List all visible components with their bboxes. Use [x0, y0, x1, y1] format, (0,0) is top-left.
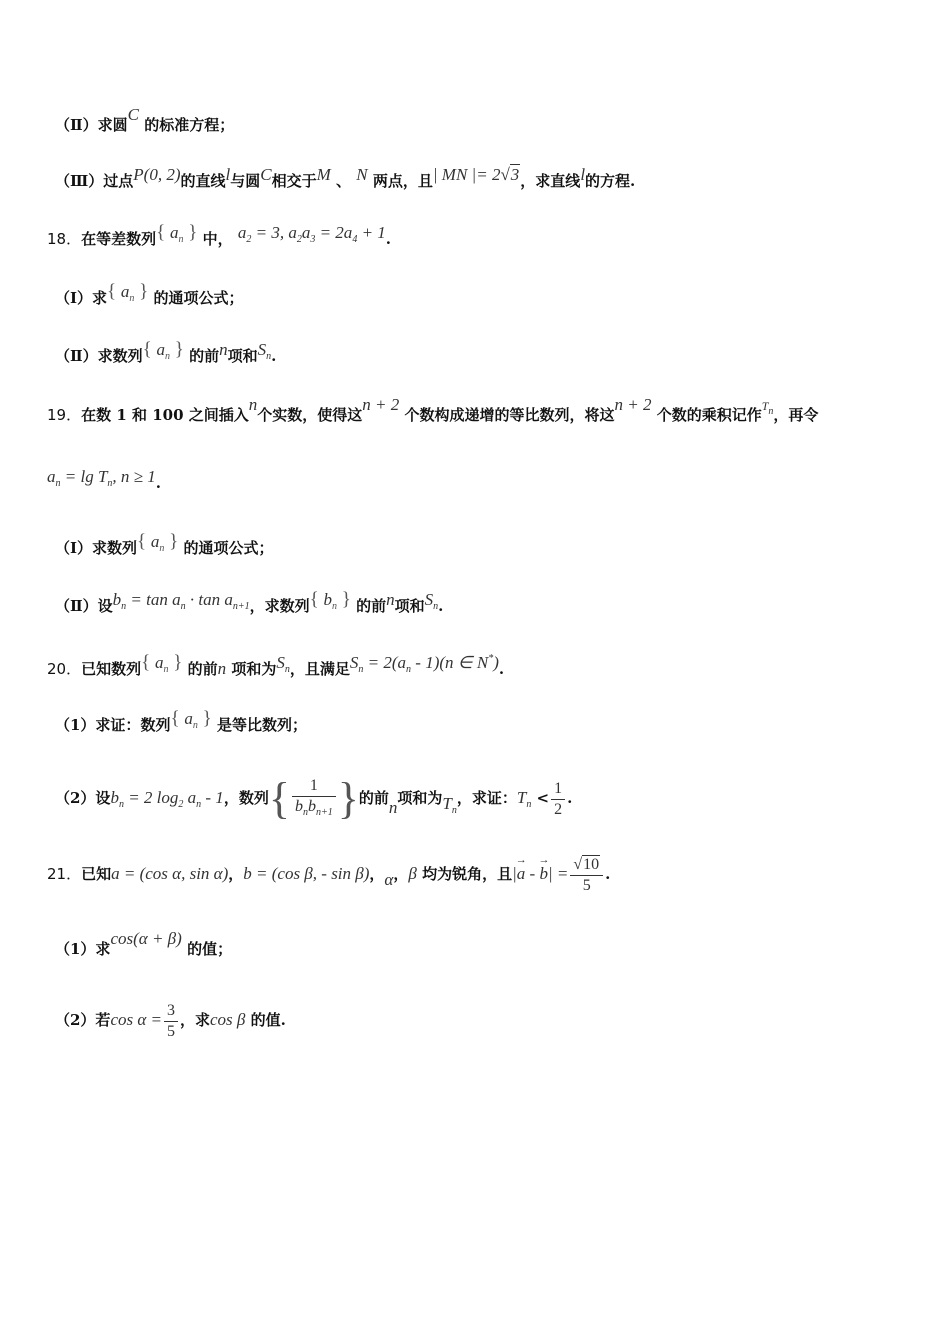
- m: a: [150, 532, 160, 551]
- text: .: [155, 474, 161, 492]
- text: 的方程.: [585, 172, 636, 190]
- math-MN: | MN |= 2√3: [432, 165, 520, 184]
- question-number: 18．: [47, 230, 82, 248]
- q18-part1: [55, 281, 920, 316]
- text: ，: [369, 865, 385, 883]
- m: = 2: [367, 653, 392, 672]
- denominator: [292, 797, 336, 823]
- m: = tan a: [130, 590, 181, 609]
- text: ，求证：: [456, 789, 517, 807]
- text: 在等差数列: [81, 230, 157, 248]
- fraction-one-half: [551, 779, 565, 820]
- text: 的直线: [180, 172, 226, 190]
- m: + 1: [361, 223, 386, 242]
- part-label: （2）若: [55, 1011, 111, 1029]
- seq-an: { $a_n$ }: [142, 339, 184, 362]
- part-label: （1）求: [55, 940, 111, 958]
- m: T: [761, 399, 769, 413]
- text: 的通项公式；: [183, 539, 274, 557]
- math-Tn: [442, 794, 457, 816]
- m: a: [154, 653, 164, 672]
- m: α + β: [138, 929, 177, 948]
- s: 4: [352, 234, 358, 245]
- seq-an: { $a_n$ }: [107, 281, 149, 304]
- text: 两点，且: [372, 172, 433, 190]
- denominator: 5: [582, 876, 591, 894]
- text: 的标准方程；: [144, 116, 235, 134]
- math-M: M: [316, 165, 331, 184]
- math-bn-def: [112, 590, 250, 612]
- fraction-1-over-bnbn1: [292, 776, 336, 823]
- math-Sn: [257, 340, 272, 362]
- math-n-plus-2: n + 2: [614, 395, 652, 414]
- m: a: [156, 340, 166, 359]
- s: n+1: [315, 806, 333, 818]
- s: n: [302, 806, 308, 818]
- text: ，: [228, 865, 244, 883]
- fraction-3-over-5: [164, 1001, 178, 1042]
- math-l: l: [580, 165, 586, 184]
- denominator: 2: [554, 800, 563, 818]
- q19-def: [47, 467, 920, 501]
- text: .: [271, 347, 277, 365]
- m: b: [112, 590, 122, 609]
- text: 项和: [394, 597, 425, 615]
- text: ，求: [180, 1011, 211, 1029]
- math-alpha: α: [384, 870, 394, 889]
- q20-part2: [55, 770, 920, 826]
- math-an-def: $a_n = \lg T_n$, n ≥ 1: [47, 467, 156, 489]
- text: .: [605, 865, 611, 883]
- math-C: C: [260, 165, 272, 184]
- math-l: l: [225, 165, 231, 184]
- s: *: [488, 653, 494, 664]
- m: b: [110, 788, 119, 807]
- text: 项和为: [231, 660, 277, 678]
- question-number: 20．: [47, 660, 82, 678]
- s: n: [768, 406, 774, 417]
- m: b: [323, 590, 332, 609]
- question-number: 19．: [47, 406, 82, 424]
- math-beta: β: [408, 864, 417, 883]
- math-n: n: [388, 798, 398, 817]
- text: 中，: [202, 230, 233, 248]
- math-bn-def: [110, 788, 224, 810]
- question-number: 21．: [47, 865, 82, 883]
- text: 的前: [358, 789, 389, 807]
- s: n: [163, 664, 169, 675]
- s: n: [406, 664, 412, 675]
- s: n: [433, 601, 439, 612]
- numerator: 3: [164, 1001, 178, 1022]
- math-C: C: [127, 105, 139, 124]
- seq-bn: { $b_n$ }: [309, 589, 351, 612]
- text: .: [567, 789, 573, 807]
- s: n: [451, 805, 457, 816]
- text: ，求直线: [520, 172, 581, 190]
- s: n: [284, 664, 290, 675]
- s: n: [129, 293, 135, 304]
- math-Tn: [516, 788, 532, 810]
- text: 项和: [227, 347, 258, 365]
- m: - 1: [415, 653, 434, 672]
- numerator: √10: [570, 855, 603, 876]
- q19-part2: [55, 589, 920, 624]
- math-cos-sum: cos(α + β): [110, 929, 182, 948]
- part-label: （Ⅰ）求: [55, 289, 108, 307]
- text: 个数构成递增的等比数列，将这: [404, 406, 615, 424]
- q17-part3: [55, 165, 920, 192]
- text: 的前: [189, 347, 220, 365]
- m: b: [294, 797, 303, 815]
- q21: [47, 846, 920, 902]
- math-Sn: [276, 653, 290, 675]
- right-brace: }: [337, 774, 359, 823]
- text: ，再令: [773, 406, 819, 424]
- math-Tn: [761, 399, 774, 417]
- text: 的前: [356, 597, 387, 615]
- m: = 2 log: [128, 788, 179, 807]
- q20-part1: [55, 708, 920, 743]
- text: .: [498, 660, 505, 678]
- math-sqrt3: 3: [510, 165, 520, 184]
- s: n: [118, 799, 124, 810]
- math-cos-beta: cos β: [210, 1010, 246, 1029]
- q21-part2: [55, 992, 920, 1048]
- s: n: [192, 720, 198, 731]
- text: 在数 1 和 100 之间插入: [81, 406, 249, 424]
- math-condition: [237, 223, 386, 245]
- s: n: [159, 543, 165, 554]
- seq-an: { $a_n$ }: [170, 708, 212, 731]
- text: 的前: [187, 660, 218, 678]
- m: = 2a: [319, 223, 353, 242]
- q19-part1: [55, 531, 920, 566]
- m: a: [187, 788, 197, 807]
- text: .: [385, 230, 392, 248]
- m: n ≥ 1: [120, 467, 156, 486]
- math-Sn-def: $S_n = 2(a_n - 1)(n$ ∈ N*): [349, 653, 499, 675]
- s: n: [526, 799, 532, 810]
- text: 的值.: [250, 1011, 286, 1029]
- part-label: （Ⅱ）求数列: [55, 347, 143, 365]
- m: · tan a: [189, 590, 233, 609]
- s: n: [331, 601, 337, 612]
- s: n: [55, 478, 61, 489]
- m: T: [516, 788, 527, 807]
- s: n: [121, 601, 127, 612]
- m: a: [120, 282, 130, 301]
- math-n: n: [219, 340, 228, 359]
- math-n: n: [217, 659, 227, 678]
- math-n: n: [248, 395, 258, 414]
- q18-part2: [55, 339, 920, 374]
- part-label: （Ⅱ）求圆: [55, 116, 128, 134]
- m: b: [307, 797, 316, 815]
- m: S: [424, 590, 434, 609]
- m: a: [397, 653, 407, 672]
- text: 项和为: [397, 789, 443, 807]
- s: n: [180, 601, 186, 612]
- sqrt: 10: [583, 855, 600, 873]
- text: 已知数列: [81, 660, 142, 678]
- s: n: [196, 799, 202, 810]
- m: a: [301, 223, 311, 242]
- q20: [47, 654, 920, 687]
- text: ，且满足: [289, 660, 350, 678]
- text: 已知: [81, 865, 112, 883]
- text: 、: [336, 172, 352, 190]
- part-label: （Ⅰ）求数列: [55, 539, 138, 557]
- math-n: n: [386, 590, 395, 609]
- numerator: 1: [551, 779, 565, 800]
- m: n ∈ N: [445, 653, 489, 672]
- math-vector-a: a = (cos α, sin α): [111, 864, 229, 883]
- text: ，数列: [223, 789, 269, 807]
- m: T: [442, 794, 452, 813]
- seq-an: { $a_n$ }: [137, 531, 179, 554]
- math-point-P: P(0, 2): [133, 165, 181, 184]
- m: = 3, a: [255, 223, 297, 242]
- m: cos: [110, 929, 134, 948]
- math-vector-b: b = (cos β, - sin β): [243, 864, 370, 883]
- m: S: [349, 653, 359, 672]
- q21-part1: [55, 929, 920, 960]
- m: a: [47, 467, 56, 486]
- seq-an: { $a_n$ }: [141, 652, 183, 675]
- text: ，求数列: [249, 597, 310, 615]
- m: = lg T: [64, 467, 108, 486]
- m: - 1: [205, 788, 224, 807]
- seq-an: { $a_n$ }: [156, 222, 198, 245]
- left-brace: {: [268, 774, 290, 823]
- text: 是等比数列；: [216, 716, 307, 734]
- denominator: 5: [167, 1022, 175, 1040]
- part-label: （Ⅲ）过点: [55, 172, 134, 190]
- text: 与圆: [230, 172, 261, 190]
- m: a: [237, 223, 247, 242]
- s: n: [266, 351, 272, 362]
- part-label: （Ⅱ）设: [55, 597, 113, 615]
- q17-part2: [55, 105, 920, 136]
- math-cos-alpha: cos α =: [110, 1010, 162, 1029]
- math-a: a: [169, 223, 179, 242]
- text: ，: [393, 865, 409, 883]
- s: 2: [246, 234, 252, 245]
- text: 个数的乘积记作: [656, 406, 762, 424]
- q19: [47, 395, 920, 433]
- part-label: （1）求证：数列: [55, 716, 171, 734]
- text: 均为锐角，且: [422, 865, 513, 883]
- q18: [47, 222, 920, 257]
- vec-b: → b: [539, 846, 548, 902]
- s: 2: [178, 799, 184, 810]
- s: n+1: [232, 601, 250, 612]
- numerator: 1: [292, 776, 336, 797]
- part-label: （2）设: [55, 789, 111, 807]
- s: n: [358, 664, 364, 675]
- fraction-sqrt10-over-5: [570, 855, 603, 896]
- m: S: [276, 653, 285, 672]
- math-sub: n: [178, 234, 184, 245]
- math-N: N: [356, 165, 368, 184]
- math-MN-text: | MN |= 2: [432, 165, 501, 184]
- m: S: [257, 340, 267, 359]
- s: 2: [296, 234, 302, 245]
- text: .: [438, 597, 444, 615]
- vec-a: → a: [517, 846, 526, 902]
- m: a: [184, 709, 193, 728]
- math-Sn: [424, 590, 439, 612]
- text: 个实数，使得这: [257, 406, 363, 424]
- text: 的通项公式；: [153, 289, 244, 307]
- text: 的值；: [187, 940, 233, 958]
- math-abs-a-minus-b: |→ a - → b| =: [512, 864, 568, 883]
- s: n: [165, 351, 171, 362]
- math-lt: <: [536, 789, 550, 807]
- s: 3: [310, 234, 316, 245]
- math-n-plus-2: n + 2: [362, 395, 400, 414]
- text: 相交于: [271, 172, 317, 190]
- s: n: [107, 478, 113, 489]
